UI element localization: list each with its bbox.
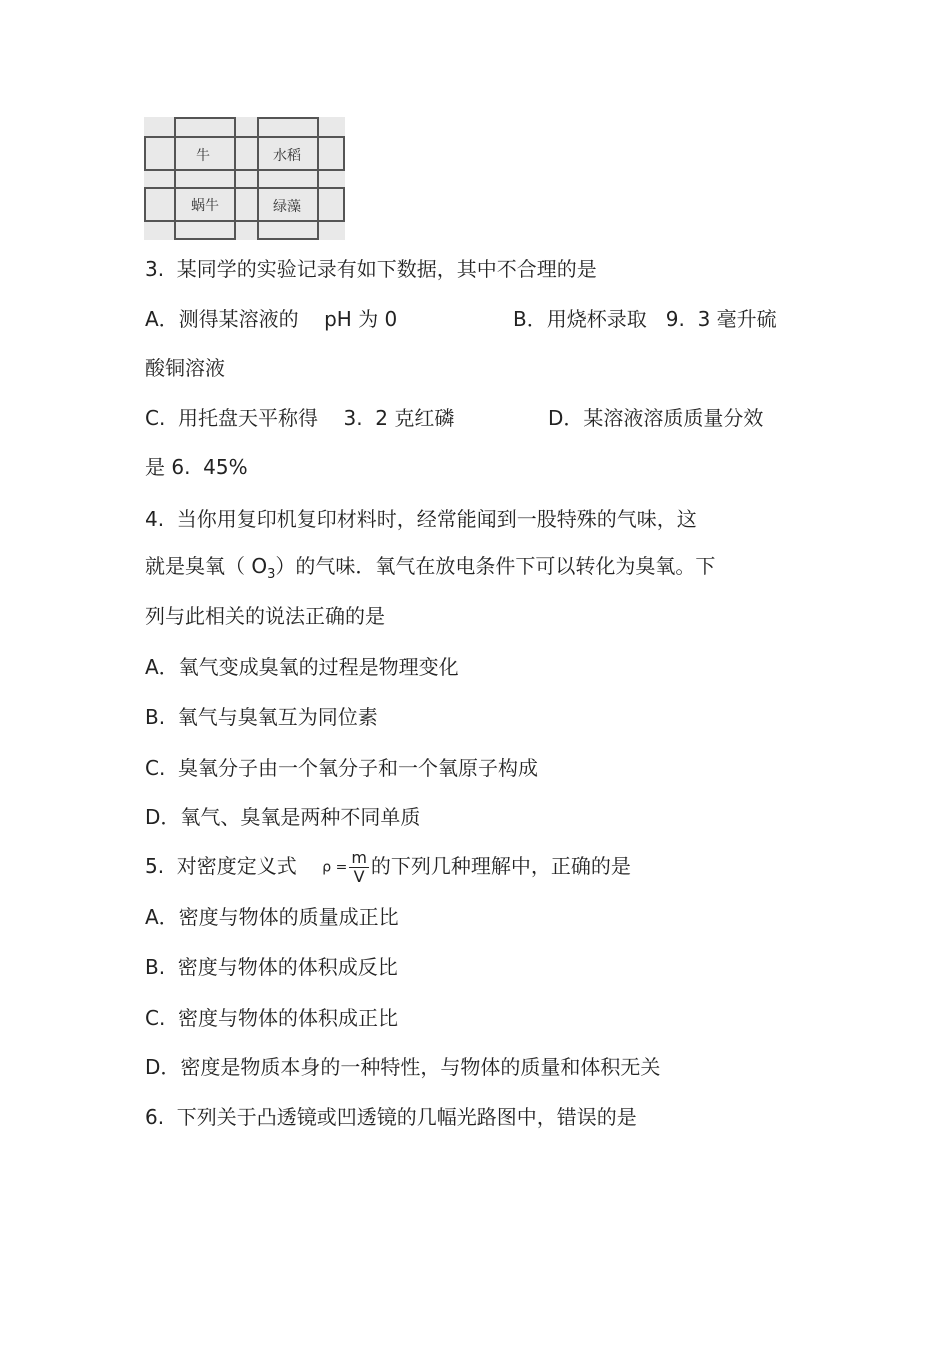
- label-rice: 水稻: [273, 148, 301, 164]
- q4-stem2-pre: 就是臭氧（ O: [145, 554, 268, 578]
- q5-option-d: D．密度是物质本身的一种特性，与物体的质量和体积无关: [145, 1055, 661, 1079]
- density-fraction: [349, 849, 369, 886]
- q3-option-b: B．用烧杯录取 9. 3 毫升硫: [513, 307, 777, 331]
- q4-stem-line1: 4. 当你用复印机复印材料时，经常能闻到一股特殊的气味，这: [145, 507, 697, 531]
- q3-option-d: D．某溶液溶质质量分效: [548, 406, 764, 430]
- q4-stem-line3: 列与此相关的说法正确的是: [145, 604, 385, 628]
- q5-stem: [145, 849, 631, 893]
- q3-option-b-continued: 酸铜溶液: [145, 356, 225, 380]
- food-web-figure: [144, 117, 345, 240]
- label-green-algae: 绿藻: [273, 199, 301, 215]
- q4-option-a: A．氧气变成臭氧的过程是物理变化: [145, 655, 459, 679]
- q5-stem-post: 的下列几种理解中，正确的是: [370, 854, 631, 878]
- q6-stem: 6. 下列关于凸透镜或凹透镜的几幅光路图中，错误的是: [145, 1105, 637, 1129]
- density-formula-lhs: ρ =: [322, 859, 348, 876]
- q5-option-a: A．密度与物体的质量成正比: [145, 905, 399, 929]
- q5-option-b: B. 密度与物体的体积成反比: [145, 955, 398, 979]
- q4-stem-line2: [145, 552, 715, 589]
- q3-stem: 3. 某同学的实验记录有如下数据，其中不合理的是: [145, 257, 597, 281]
- q4-option-c: C. 臭氧分子由一个氧分子和一个氧原子构成: [145, 756, 539, 780]
- q4-option-d: D．氧气、臭氧是两种不同单质: [145, 805, 421, 829]
- q3-option-a: A．测得某溶液的 pH 为 0: [145, 307, 398, 331]
- label-snail: 蜗牛: [191, 198, 219, 214]
- ozone-subscript: 3: [267, 567, 276, 582]
- cell-bottom-row: [144, 187, 345, 222]
- fraction-denominator: V: [353, 867, 365, 886]
- cell-cow: [144, 136, 345, 171]
- label-cow: 牛: [196, 148, 210, 164]
- q4-stem2-post: ）的气味．氧气在放电条件下可以转化为臭氧。下: [275, 554, 716, 578]
- fraction-numerator: m: [351, 848, 367, 867]
- q4-option-b: B. 氧气与臭氧互为同位素: [145, 705, 378, 729]
- q5-stem-pre: 5. 对密度定义式: [145, 854, 323, 878]
- q3-option-d-continued: 是 6. 45%: [145, 455, 248, 479]
- q5-option-c: C. 密度与物体的体积成正比: [145, 1006, 399, 1030]
- q3-option-c: C. 用托盘天平称得 3. 2 克红磷: [145, 406, 455, 430]
